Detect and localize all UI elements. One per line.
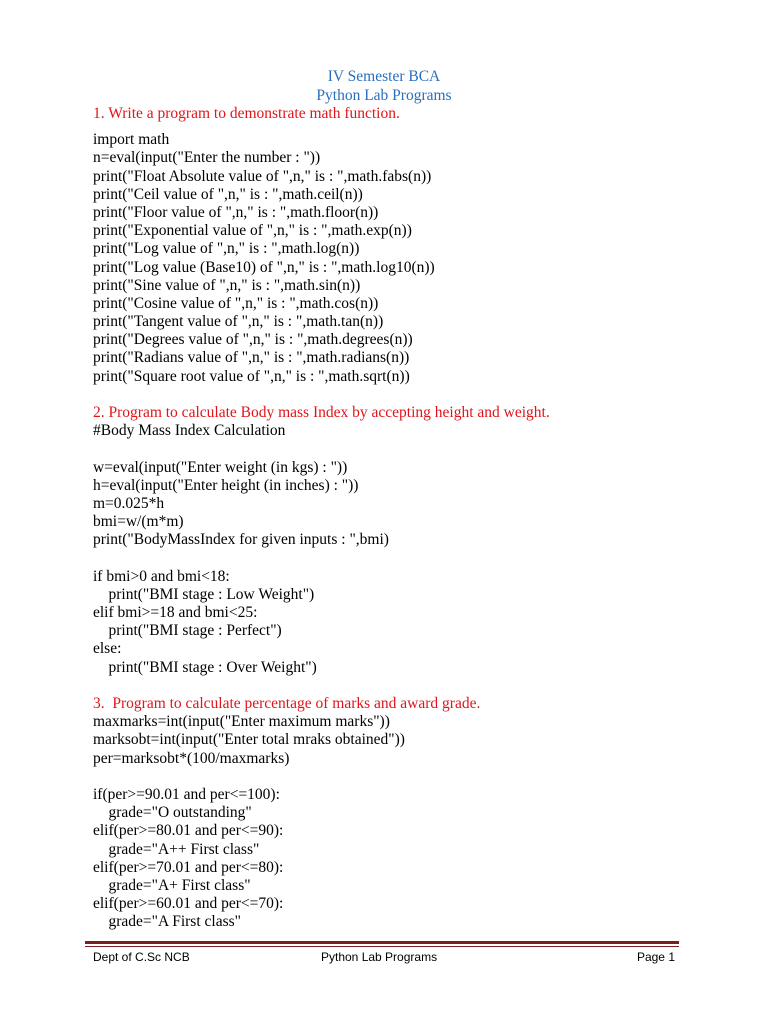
code-line: else: — [93, 640, 122, 658]
code-line: print("Sine value of ",n," is : ",math.sin(n)) — [93, 276, 361, 294]
code-line: grade="O outstanding" — [93, 804, 252, 822]
code-line: per=marksobt*(100/maxmarks) — [93, 749, 290, 767]
code-line: print("Degrees value of ",n," is : ",math.degrees(n)) — [93, 331, 413, 349]
section-1-code — [93, 131, 713, 386]
code-line: print("Exponential value of ",n," is : ",math.exp(n)) — [93, 222, 412, 240]
course-title: Python Lab Programs — [316, 86, 452, 104]
code-line: if bmi>0 and bmi<18: — [93, 567, 230, 585]
footer-page-number: Page 1 — [636, 950, 675, 964]
code-line: print("Float Absolute value of ",n," is : ",math.fabs(n)) — [93, 167, 432, 185]
footer-divider-thin — [85, 946, 679, 947]
code-line: grade="A++ First class" — [93, 840, 260, 858]
code-line: maxmarks=int(input("Enter maximum marks")) — [93, 713, 390, 731]
code-line: print("Log value (Base10) of ",n," is : ",math.log10(n)) — [93, 258, 435, 276]
code-line: print("Cosine value of ",n," is : ",math.cos(n)) — [93, 294, 379, 312]
section-2-code — [93, 422, 713, 677]
document-header — [0, 68, 768, 105]
code-line: grade="A First class" — [93, 913, 241, 931]
code-line: #Body Mass Index Calculation — [93, 422, 286, 440]
section-1-heading: 1. Write a program to demonstrate math function. — [93, 105, 400, 122]
code-line: grade="A+ First class" — [93, 876, 251, 894]
code-line: n=eval(input("Enter the number : ")) — [93, 149, 321, 167]
code-line: print("BMI stage : Perfect") — [93, 622, 282, 640]
code-line: if(per>=90.01 and per<=100): — [93, 785, 280, 803]
code-line: print("Tangent value of ",n," is : ",math.tan(n)) — [93, 313, 384, 331]
code-line: print("BMI stage : Over Weight") — [93, 658, 317, 676]
code-line: print("Radians value of ",n," is : ",math.radians(n)) — [93, 349, 410, 367]
code-line: bmi=w/(m*m) — [93, 513, 184, 531]
document-body — [93, 105, 713, 931]
section-2-heading: 2. Program to calculate Body mass Index by accepting height and weight. — [93, 404, 550, 421]
code-line: w=eval(input("Enter weight (in kgs) : ")) — [93, 458, 348, 476]
section-3-heading: 3. Program to calculate percentage of marks and award grade. — [93, 695, 481, 712]
code-line: print("Square root value of ",n," is : ",math.sqrt(n)) — [93, 367, 410, 385]
code-line: print("BodyMassIndex for given inputs : ",bmi) — [93, 531, 389, 549]
code-line: elif bmi>=18 and bmi<25: — [93, 604, 258, 622]
footer-divider-thick — [85, 941, 679, 944]
code-line: elif(per>=60.01 and per<=70): — [93, 895, 284, 913]
code-line: print("Log value of ",n," is : ",math.log(n)) — [93, 240, 360, 258]
code-line: print("Ceil value of ",n," is : ",math.ceil(n)) — [93, 185, 363, 203]
code-line: elif(per>=80.01 and per<=90): — [93, 822, 284, 840]
section-3-code — [93, 713, 713, 931]
code-line: marksobt=int(input("Enter total mraks obtained")) — [93, 731, 405, 749]
code-line: h=eval(input("Enter height (in inches) : ")) — [93, 476, 359, 494]
code-line: import math — [93, 131, 170, 149]
code-line: elif(per>=70.01 and per<=80): — [93, 858, 284, 876]
code-line: print("BMI stage : Low Weight") — [93, 585, 315, 603]
code-line: m=0.025*h — [93, 494, 165, 512]
semester-title: IV Semester BCA — [327, 68, 441, 85]
footer-title: Python Lab Programs — [321, 950, 438, 964]
code-line: print("Floor value of ",n," is : ",math.floor(n)) — [93, 203, 379, 221]
footer-department: Dept of C.Sc NCB — [93, 950, 190, 964]
